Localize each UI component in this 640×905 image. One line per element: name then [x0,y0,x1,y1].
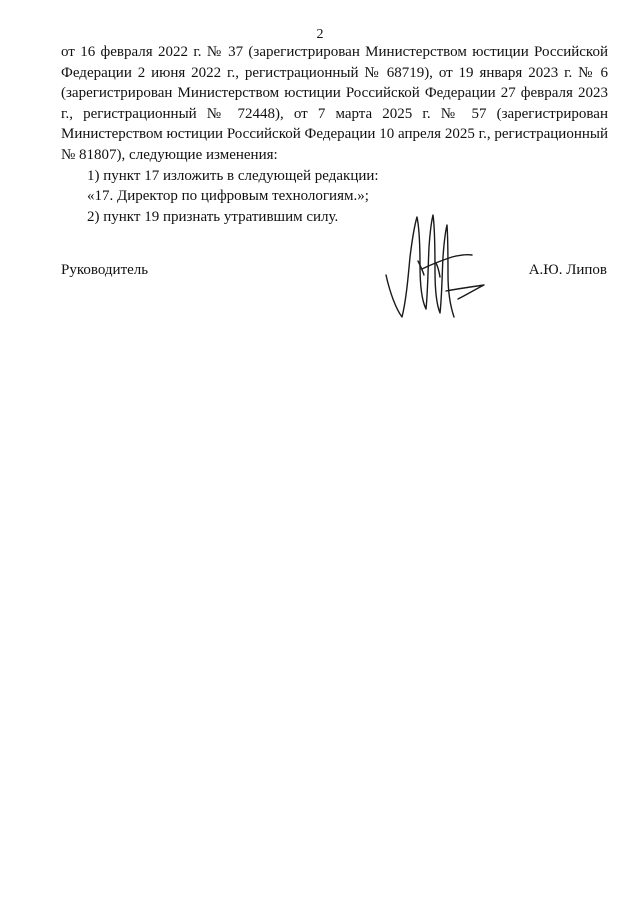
page-number: 2 [316,27,324,42]
list-item-1: 1) пункт 17 изложить в следующей редакции: [87,167,379,184]
handwritten-signature [380,205,490,325]
body-text [61,42,608,227]
list-item-1-quote: «17. Директор по цифровым технологиям.»; [87,188,369,205]
signer-name: А.Ю. Липов [528,262,607,278]
signer-position: Руководитель [61,262,149,278]
intro-paragraph: от 16 февраля 2022 г. № 37 (зарегистрирован Министерством юстиции Российской Федерации 2 июня 2022 г., регистрационный № 68719), от 19 января 2023 г. № 6 (зарегистрирован Министерством юстиции Российской Федерации 27 февраля 2023 г., регистрационный № 72448), от 7 марта 2025 г. № 57 (зарегистрирован Министерством юстиции Российской Федерации 10 апреля 2025 г., регистрационный № 81807), следующие изменения: [61,44,608,163]
list-item-2: 2) пункт 19 признать утратившим силу. [87,208,339,225]
